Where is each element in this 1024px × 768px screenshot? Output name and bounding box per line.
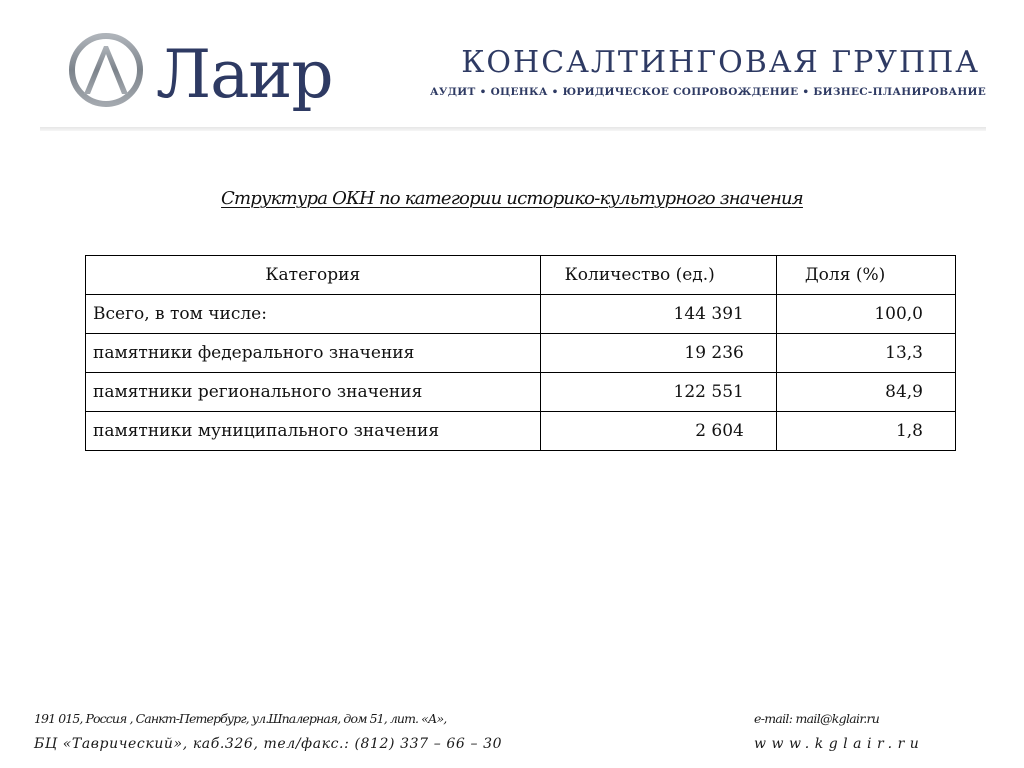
company-header xyxy=(430,44,987,100)
cell-share: 100,0 xyxy=(776,295,955,334)
footer-address: 191 015, Россия , Санкт-Петербург, ул.Шпалерная, дом 51, лит. «А», xyxy=(34,711,447,726)
table-header-row xyxy=(86,256,956,295)
cell-category: памятники федерального значения xyxy=(86,334,541,373)
cell-category: памятники муниципального значения xyxy=(86,412,541,451)
cell-quantity: 2 604 xyxy=(540,412,776,451)
footer-office-phone: БЦ «Таврический», каб.326, тел/факс.: (812) 337 – 66 – 30 xyxy=(34,736,503,752)
logo-wordmark: Лаир xyxy=(156,36,333,113)
footer-email-link[interactable]: e-mail: mail@kglair.ru xyxy=(754,711,880,726)
column-header-category: Категория xyxy=(86,256,541,295)
table-row xyxy=(86,334,956,373)
cell-quantity: 144 391 xyxy=(540,295,776,334)
footer-website-link[interactable]: www.kglair.ru xyxy=(754,736,925,752)
cell-category: Всего, в том числе: xyxy=(86,295,541,334)
document-title: Структура ОКН по категории историко-культурного значения xyxy=(221,188,803,209)
table-row xyxy=(86,373,956,412)
cell-quantity: 19 236 xyxy=(540,334,776,373)
company-services: АУДИТ • ОЦЕНКА • ЮРИДИЧЕСКОЕ СОПРОВОЖДЕНИЕ • БИЗНЕС-ПЛАНИРОВАНИЕ xyxy=(430,86,987,98)
header-divider xyxy=(40,127,986,131)
column-header-share: Доля (%) xyxy=(776,256,955,295)
cell-share: 13,3 xyxy=(776,334,955,373)
logo-emblem-icon xyxy=(64,32,148,116)
footer-contacts xyxy=(34,708,502,756)
cell-share: 1,8 xyxy=(776,412,955,451)
column-header-quantity: Количество (ед.) xyxy=(540,256,776,295)
table-row xyxy=(86,412,956,451)
cell-share: 84,9 xyxy=(776,373,955,412)
table-row xyxy=(86,295,956,334)
company-logo xyxy=(64,30,374,120)
cell-quantity: 122 551 xyxy=(540,373,776,412)
data-table xyxy=(85,255,956,451)
company-title: КОНСАЛТИНГОВАЯ ГРУППА xyxy=(461,45,980,80)
cell-category: памятники регионального значения xyxy=(86,373,541,412)
footer-online xyxy=(754,708,924,756)
